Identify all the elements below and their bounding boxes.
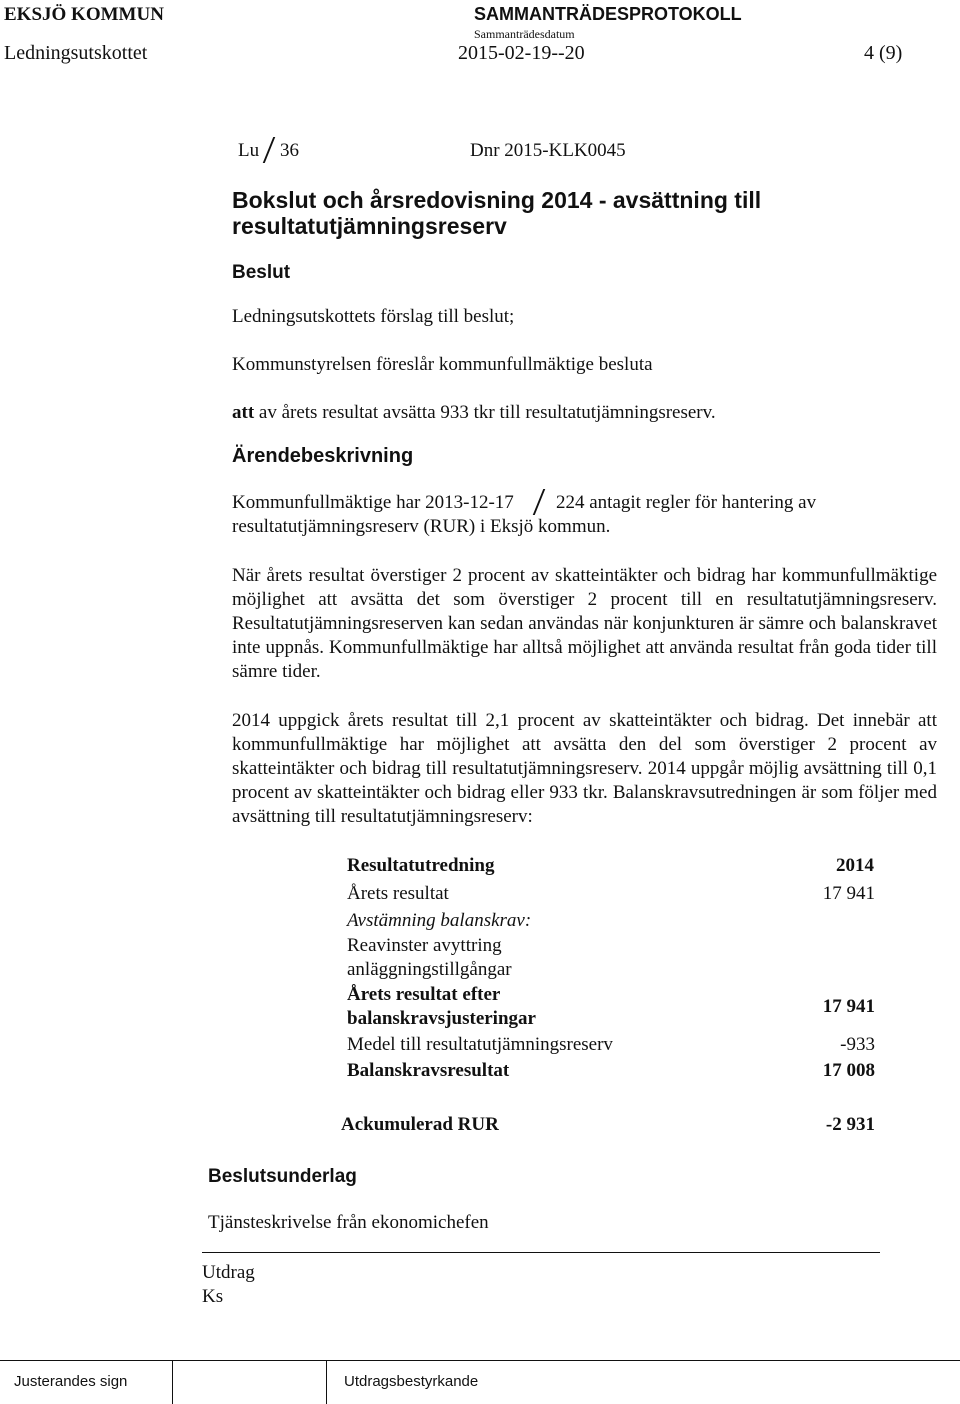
distribution-line-1: Utdrag <box>202 1262 255 1283</box>
att-word: att <box>232 402 255 423</box>
table-row-label: Avstämning balanskrav: <box>347 910 532 931</box>
footer-divider-1 <box>172 1360 173 1404</box>
underlag-heading: Beslutsunderlag <box>208 1166 357 1187</box>
arende-p1-pre: Kommunfullmäktige har 2013-12-17 <box>232 492 514 513</box>
rur-value: -2 931 <box>825 1114 875 1135</box>
arende-p1-line2: resultatutjämningsreserv (RUR) i Eksjö kommun. <box>232 516 611 537</box>
divider <box>202 1252 880 1253</box>
distribution-line-2: Ks <box>202 1286 224 1307</box>
page-title: Bokslut och årsredovisning 2014 - avsättning till <box>232 187 762 213</box>
case-prefix: Lu <box>238 140 260 161</box>
section-mark-2 <box>533 489 546 515</box>
arende-p1-post: antagit regler för hantering av <box>589 492 817 513</box>
case-number: 36 <box>280 140 299 161</box>
page-number: 4 (9) <box>864 42 903 64</box>
rur-label: Ackumulerad RUR <box>341 1114 499 1135</box>
municipality-name: EKSJÖ KOMMUN <box>4 4 164 25</box>
table-row-label: Årets resultat efter <box>347 984 501 1005</box>
diary-number: Dnr 2015-KLK0045 <box>470 140 626 161</box>
table-row-label: anläggningstillgångar <box>347 959 512 980</box>
att-clause <box>232 401 716 425</box>
section-mark <box>263 137 276 163</box>
table-row-label: balanskravsjusteringar <box>347 1008 536 1029</box>
meeting-date: 2015-02-19--20 <box>458 42 585 64</box>
signature-label: Justerandes sign <box>14 1373 128 1390</box>
table-row-label: Reavinster avyttring <box>347 935 502 956</box>
table-row-label: Balanskravsresultat <box>347 1060 510 1081</box>
table-row-label: Medel till resultatutjämningsreserv <box>347 1034 613 1055</box>
beslut-line-1: Ledningsutskottets förslag till beslut; <box>232 306 515 327</box>
arende-heading: Ärendebeskrivning <box>232 445 414 467</box>
committee-name: Ledningsutskottet <box>4 42 148 64</box>
table-row-value: -933 <box>840 1034 875 1055</box>
table-row-value: 17 008 <box>822 1060 875 1081</box>
footer-top-line <box>0 1360 960 1361</box>
arende-paragraph-2: När årets resultat överstiger 2 procent av skatteintäkter och bidrag har kommunfullmäktige möjlighet att avsätta det som överstiger 2 procent till en resultatutjämningsreserv. Resultatutjämningsreserven kan sedan användas när konjunkturen är sämre och balanskravet inte uppnås. Kommunfullmäktige har alltså möjlighet att använda resultat från goda tider till sämre tider. <box>232 565 937 682</box>
table-row-value: 17 941 <box>822 996 875 1017</box>
beslut-heading: Beslut <box>232 262 291 283</box>
document-type: SAMMANTRÄDESPROTOKOLL <box>474 4 742 24</box>
table-row-value: 17 941 <box>822 883 875 904</box>
beslut-line-2: Kommunstyrelsen föreslår kommunfullmäktige besluta <box>232 354 653 375</box>
underlag-item: Tjänsteskrivelse från ekonomichefen <box>208 1212 489 1233</box>
arende-p1-line1 <box>232 491 514 515</box>
footer-divider-2 <box>326 1360 327 1404</box>
page-title-line2: resultatutjämningsreserv <box>232 213 507 239</box>
arende-p1-rest <box>556 491 816 515</box>
certification-label: Utdragsbestyrkande <box>344 1373 479 1390</box>
date-label: Sammanträdesdatum <box>474 27 575 41</box>
table-header-year: 2014 <box>836 855 874 876</box>
arende-p1-num: 224 <box>556 492 585 513</box>
table-row-label: Årets resultat <box>347 883 449 904</box>
table-header-label: Resultatutredning <box>347 855 495 876</box>
att-text: av årets resultat avsätta 933 tkr till resultatutjämningsreserv. <box>258 402 716 423</box>
arende-paragraph-3: 2014 uppgick årets resultat till 2,1 procent av skatteintäkter och bidrag. Det innebär att kommunfullmäktige har möjlighet att avsätta den del som överstiger 2 procent av skatteintäkter och bidrag till resultatutjämningsreserv. 2014 uppgår möjlig avsättning till 0,1 procent av skatteintäkter och bidrag eller 933 tkr. Balanskravsutredningen är som följer med avsättning till resultatutjämningsreserv: <box>232 710 937 827</box>
